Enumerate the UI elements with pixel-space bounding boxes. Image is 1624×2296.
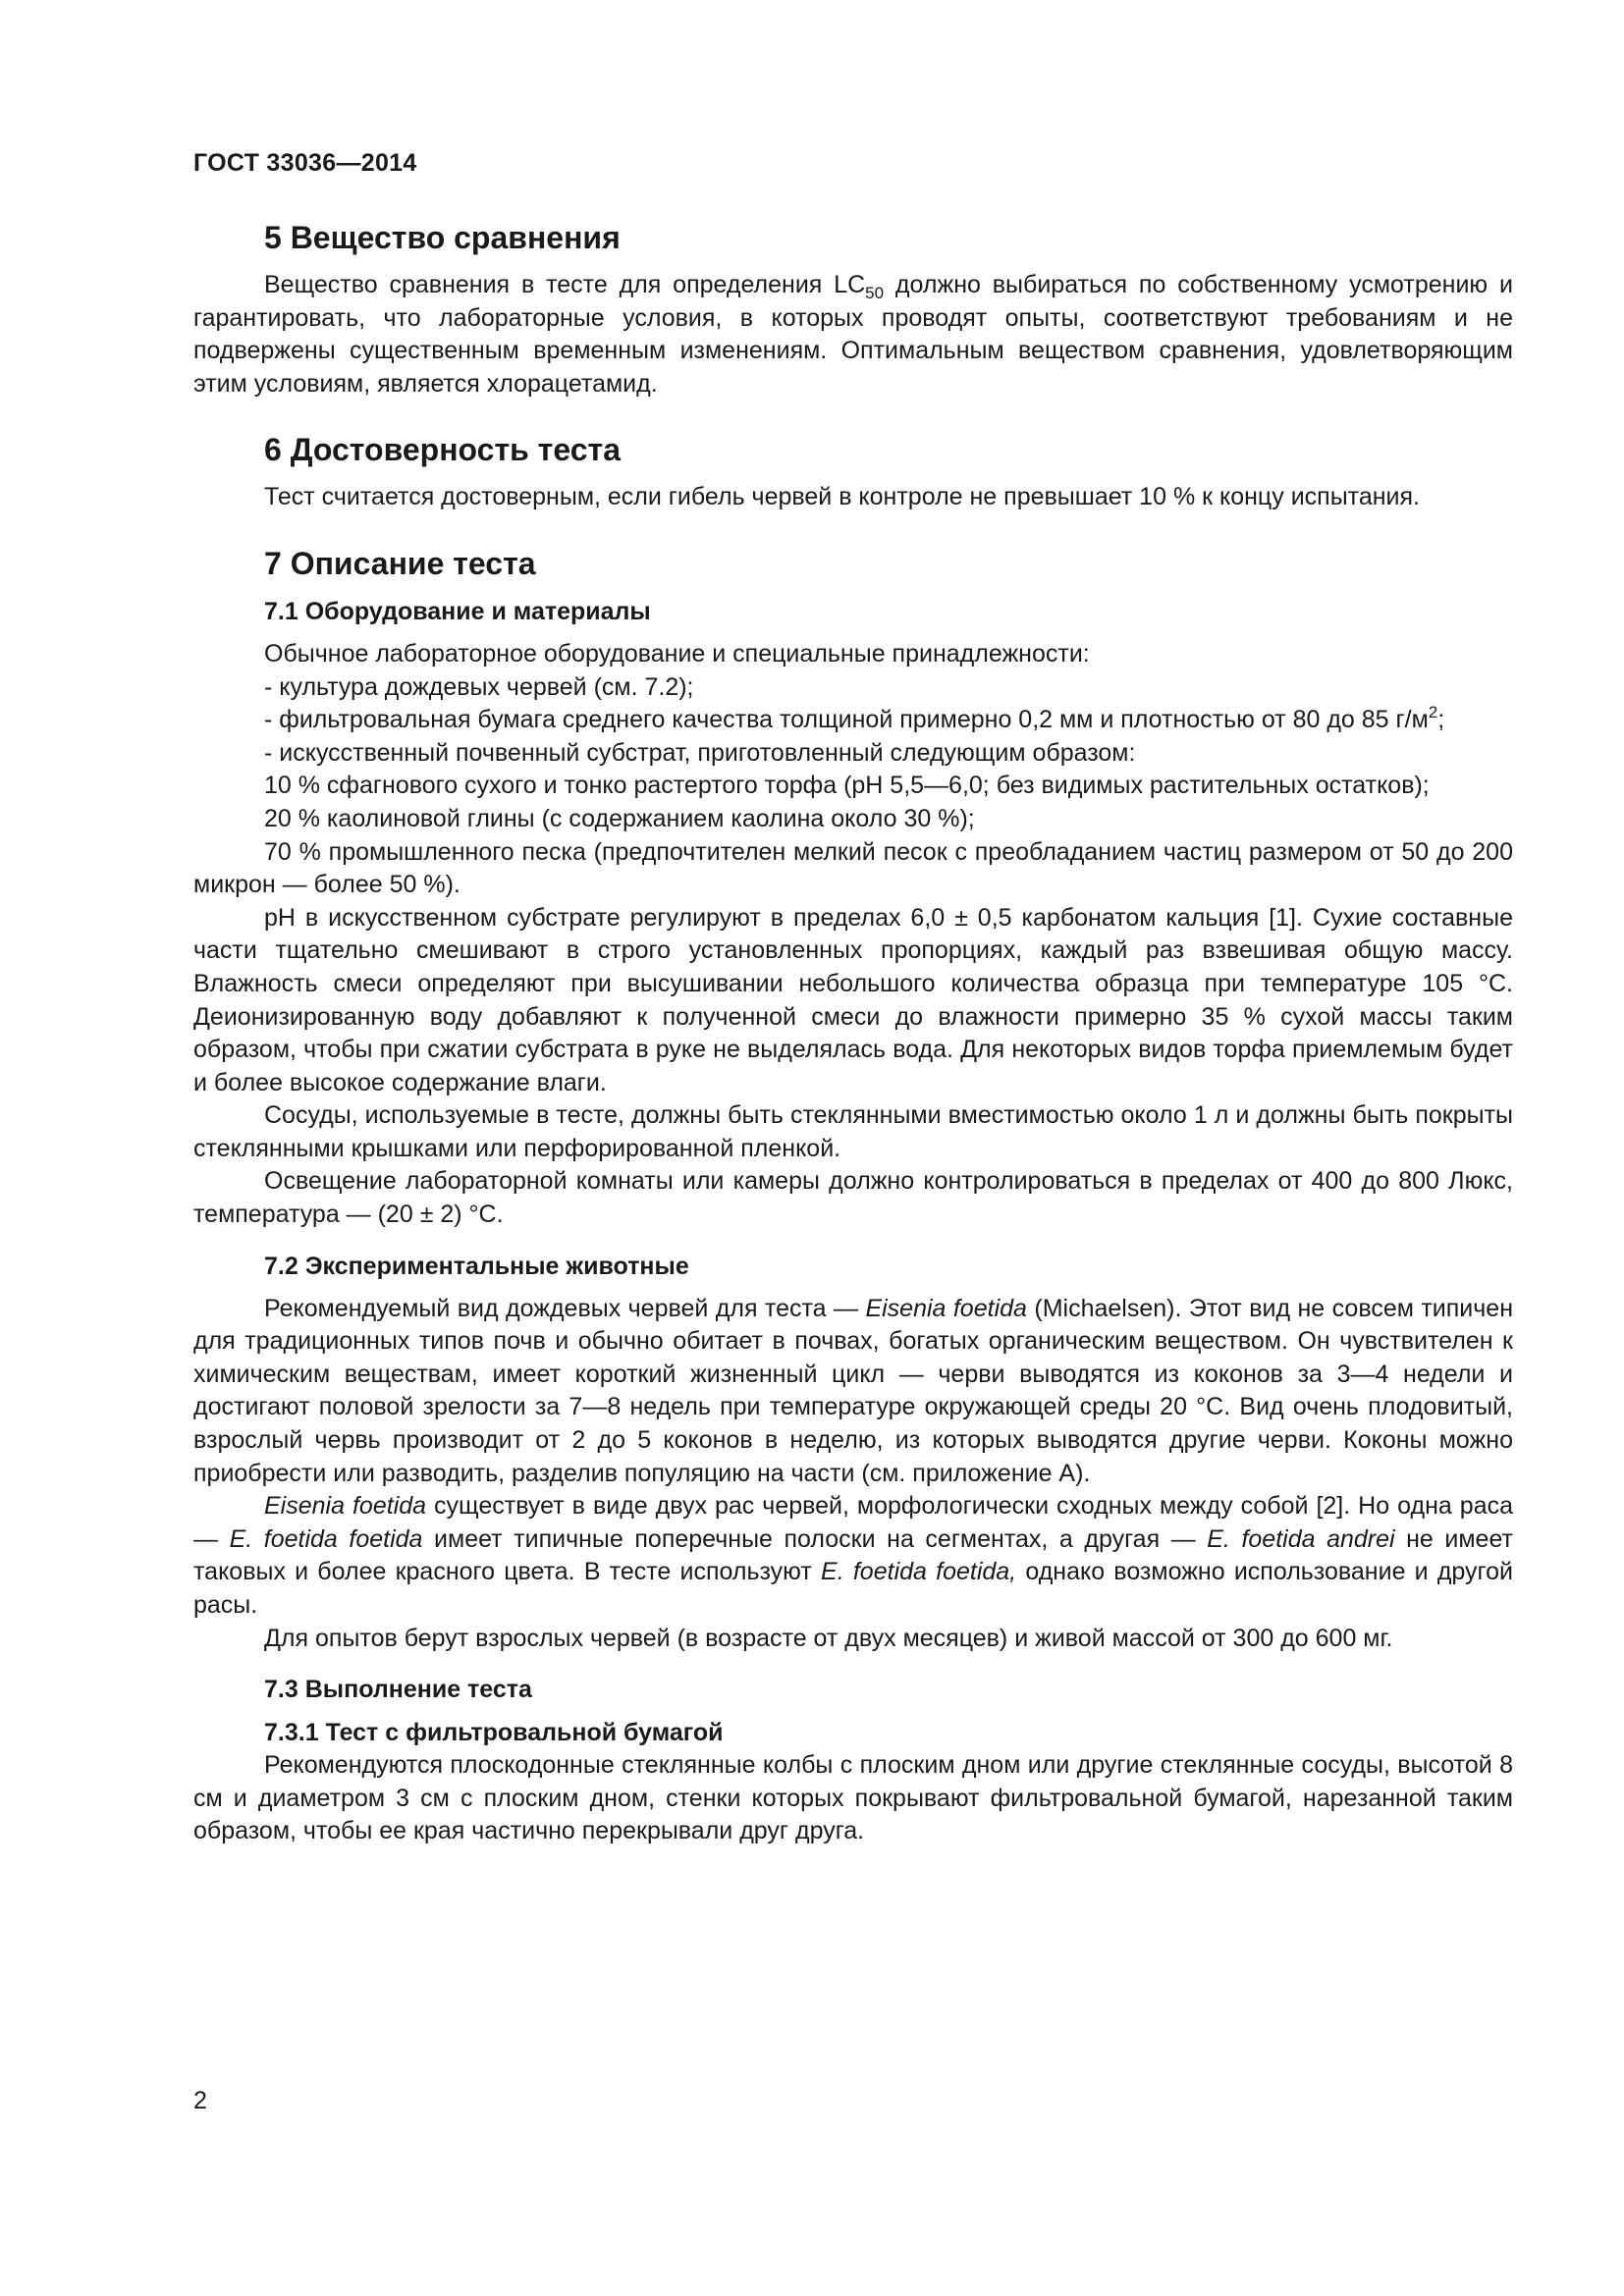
paragraph: Обычное лабораторное оборудование и специальные принадлежности: [264,639,1090,667]
paragraph: 70 % промышленного песка (предпочтителен мелкий песок с преобладанием частиц размером от 50 до 200 микрон — более 50 %). [193,837,1513,899]
section-7-3-1-title: 7.3.1 Тест с фильтровальной бумагой [264,1719,724,1747]
text-run: Рекомендуемый вид дождевых червей для теста — [264,1294,866,1322]
page-number: 2 [193,2087,207,2114]
text-run: существует в виде двух рас червей, морфологически сходных между собой [2]. Но одна раса — [193,1492,1513,1553]
paragraph: Рекомендуются плоскодонные стеклянные колбы с плоским дном или другие стеклянные сосуды, высотой 8 см и диаметром 3 см с плоским дном, стенки которых покрывают фильтровальной бумагой, нарезанной таким образом, чтобы ее края частично перекрывали друг друга. [193,1751,1513,1845]
species-name: E. foetida foetida, [821,1558,1017,1586]
section-7-title: 7 Описание теста [264,545,536,581]
section-7-2-title: 7.2 Экспериментальные животные [264,1252,689,1280]
text-run: Вещество сравнения в тесте для определения LC [264,271,866,298]
text-run: однако возможно использование и другой расы. [193,1558,1513,1619]
section-7-1-title: 7.1 Оборудование и материалы [264,597,651,625]
species-name: Eisenia foetida [865,1294,1027,1322]
section-5-title: 5 Вещество сравнения [264,220,621,255]
list-item [193,704,1513,737]
paragraph: Для опытов берут взрослых червей (в возрасте от двух месяцев) и живой массой от 300 до 600 мг. [264,1624,1393,1652]
paragraph: Сосуды, используемые в тесте, должны быть стеклянными вместимостью около 1 л и должны быть покрыты стеклянными крышками или перфорированной пленкой. [193,1101,1513,1162]
subscript: 50 [865,284,885,302]
paragraph: Освещение лабораторной комнаты или камеры должно контролироваться в пределах от 400 до 800 Люкс, температура — (20 ± 2) °С. [193,1167,1513,1229]
list-item: - искусственный почвенный субстрат, приготовленный следующим образом: [264,738,1136,767]
text-run: должно выбираться по собственному усмотрению и гарантировать, что лабораторные условия, в которых проводят опыты, соответствуют требованиям и не подвержены существенным временным изменениям. Оптимальным веществом сравнения, удовлетворяющим этим условиям, является хлорацетамид. [193,271,1514,398]
paragraph: pH в искусственном субстрате регулируют в пределах 6,0 ± 0,5 карбонатом кальция [1]. Сухие составные части тщательно смешивают в строго установленных пропорциях, каждый раз взвешивая общую массу. Влажность смеси определяют при высушивании небольшого количества образца при температуре 105 °С. Деионизированную воду добавляют к полученной смеси до влажности примерно 35 % сухой массы таким образом, чтобы при сжатии субстрата в руке не выделялась вода. Для некоторых видов торфа приемлемым будет и более высокое содержание влаги. [193,903,1513,1096]
text-run: (Michaelsen). Этот вид не совсем типичен для традиционных типов почв и обычно обитает в почвах, богатых органическим веществом. Он чувствителен к химическим веществам, имеет короткий жизненный цикл — черви выводятся из коконов за 3—4 недели и достигают половой зрелости за 7—8 недель при температуре окружающей среды 20 °С. Вид очень плодовитый, взрослый червь производит от 2 до 5 коконов в неделю, из которых выводятся другие черви. Коконы можно приобрести или разводить, разделив популяцию на части (см. приложение А). [193,1294,1513,1487]
paragraph: 20 % каолиновой глины (с содержанием каолина около 30 %); [264,804,975,832]
species-name: E. foetida andrei [1207,1524,1395,1553]
superscript: 2 [1428,703,1438,722]
section-5-paragraph [193,269,1513,400]
text-run: - фильтровальная бумага среднего качества толщиной примерно 0,2 мм и плотностью от 80 до 85 г/м [264,706,1429,734]
text-run: не имеет таковых и более красного цвета. В тесте используют [193,1524,1513,1586]
paragraph: 10 % сфагнового сухого и тонко растертого торфа (pH 5,5—6,0; без видимых растительных остатков); [264,772,1430,800]
list-item: - культура дождевых червей (см. 7.2); [264,672,694,701]
section-7-3-title: 7.3 Выполнение теста [264,1676,532,1704]
section-6-paragraph: Тест считается достоверным, если гибель червей в контроле не превышает 10 % к концу испытания. [264,483,1420,511]
text-run: имеет типичные поперечные полоски на сегментах, а другая — [422,1524,1208,1553]
paragraph [193,1293,1513,1491]
species-name: Eisenia foetida [264,1492,427,1521]
document-body [193,218,1513,1848]
text-run: ; [1437,706,1445,734]
species-name: E. foetida foetida [229,1524,423,1553]
section-6-title: 6 Достоверность теста [264,432,621,468]
document-code: ГОСТ 33036—2014 [193,149,417,177]
paragraph [193,1490,1513,1622]
